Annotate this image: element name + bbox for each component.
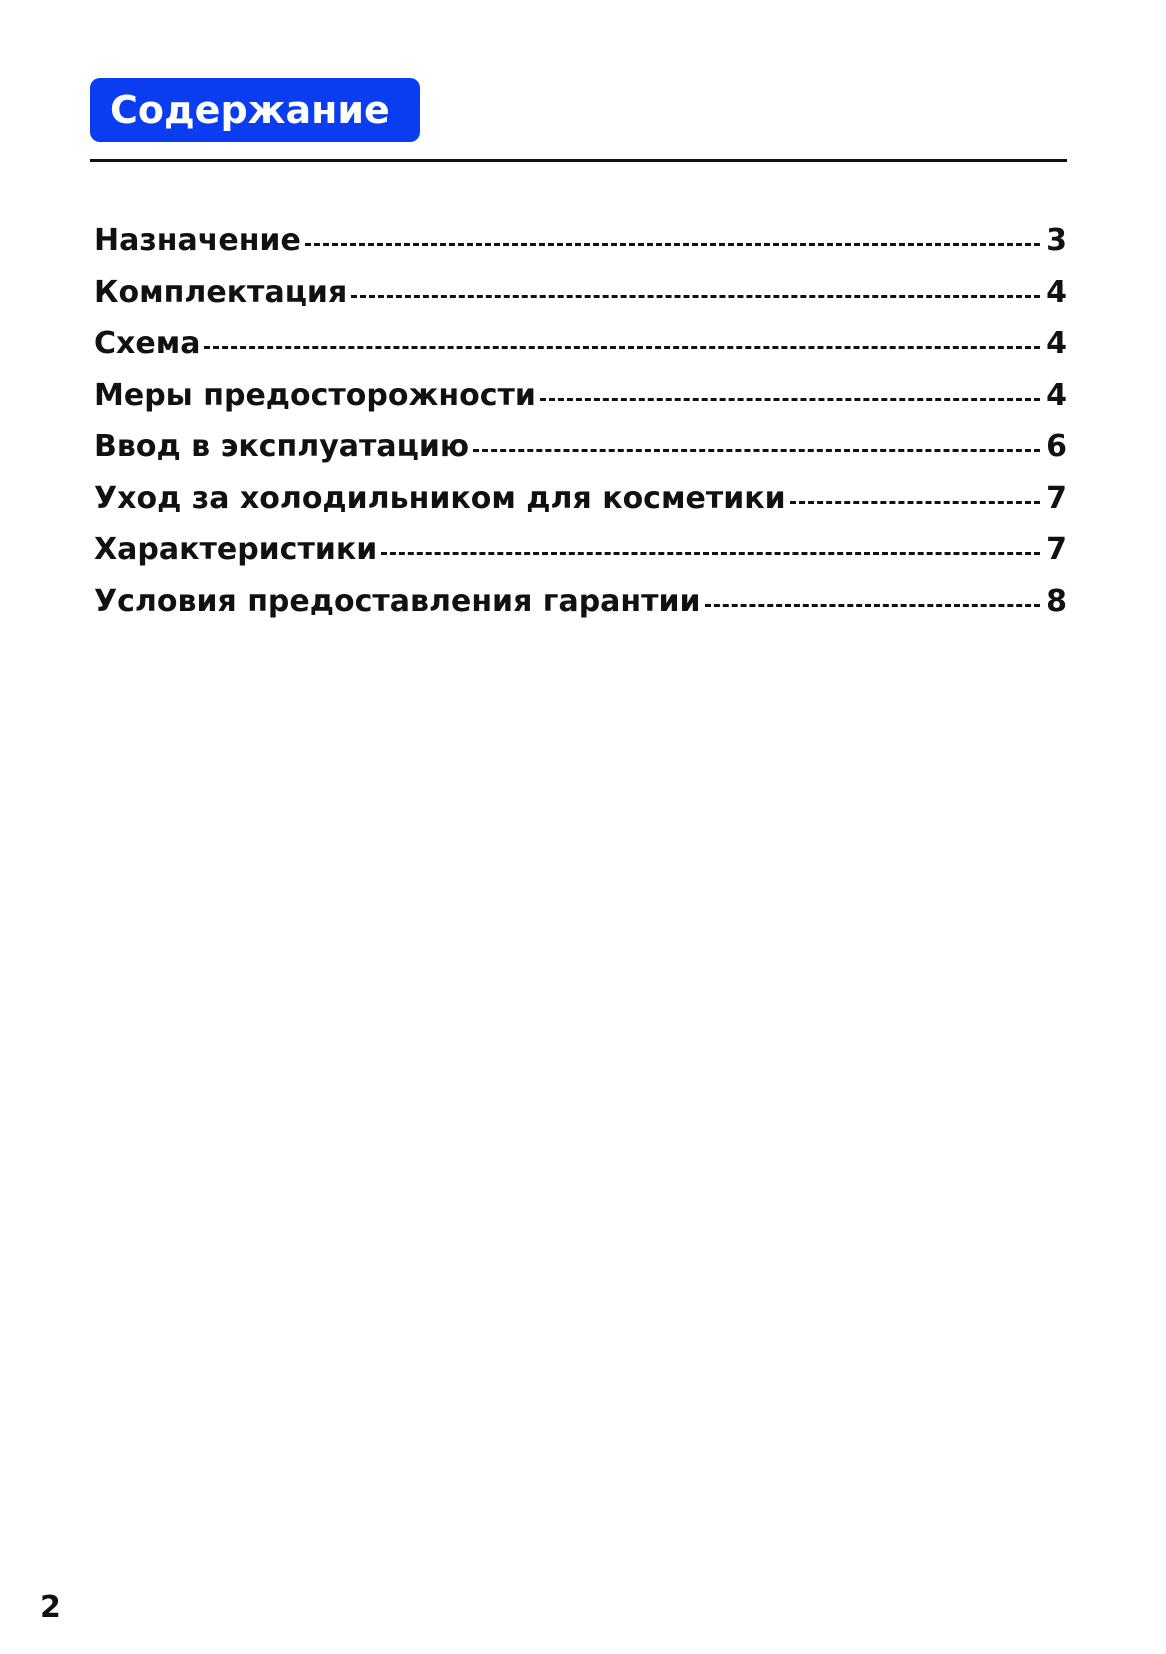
toc-leader-dots (305, 243, 1040, 246)
toc-entry-page: 8 (1046, 583, 1067, 619)
title-divider (90, 159, 1067, 162)
toc-entry-warranty[interactable] (94, 576, 1067, 628)
toc-leader-dots (540, 398, 1040, 401)
toc-entry-title: Условия предоставления гарантии (94, 583, 701, 619)
toc-entry-purpose[interactable] (94, 215, 1067, 267)
toc-entry-commissioning[interactable] (94, 421, 1067, 473)
page-title: Содержание (90, 78, 420, 142)
toc-entry-scheme[interactable] (94, 318, 1067, 370)
toc-entry-title: Схема (94, 326, 201, 361)
toc-leader-dots (705, 604, 1041, 607)
toc-leader-dots (473, 449, 1040, 452)
toc-entry-title: Меры предосторожности (94, 377, 536, 413)
toc-entry-specifications[interactable] (94, 524, 1067, 576)
toc-entry-package-contents[interactable] (94, 267, 1067, 319)
toc-entry-safety[interactable] (94, 370, 1067, 422)
toc-entry-page: 4 (1046, 326, 1067, 361)
toc-entry-page: 3 (1046, 223, 1067, 258)
toc-entry-title: Ввод в эксплуатацию (94, 429, 470, 464)
toc-leader-dots (790, 501, 1040, 504)
toc-entry-page: 4 (1046, 377, 1067, 413)
toc-entry-title: Назначение (94, 223, 301, 258)
toc-leader-dots (381, 552, 1040, 555)
toc-entry-title: Комплектация (94, 274, 348, 310)
toc-entry-page: 7 (1046, 532, 1067, 567)
toc-entry-title: Уход за холодильником для косметики (94, 480, 786, 516)
toc-entry-page: 4 (1046, 274, 1067, 310)
toc-entry-care[interactable] (94, 473, 1067, 525)
toc-leader-dots (351, 295, 1040, 298)
toc-entry-page: 6 (1046, 429, 1067, 464)
table-of-contents (94, 215, 1067, 627)
toc-leader-dots (204, 346, 1040, 349)
toc-entry-title: Характеристики (94, 532, 378, 567)
toc-entry-page: 7 (1046, 480, 1067, 516)
page-number: 2 (40, 1590, 61, 1625)
